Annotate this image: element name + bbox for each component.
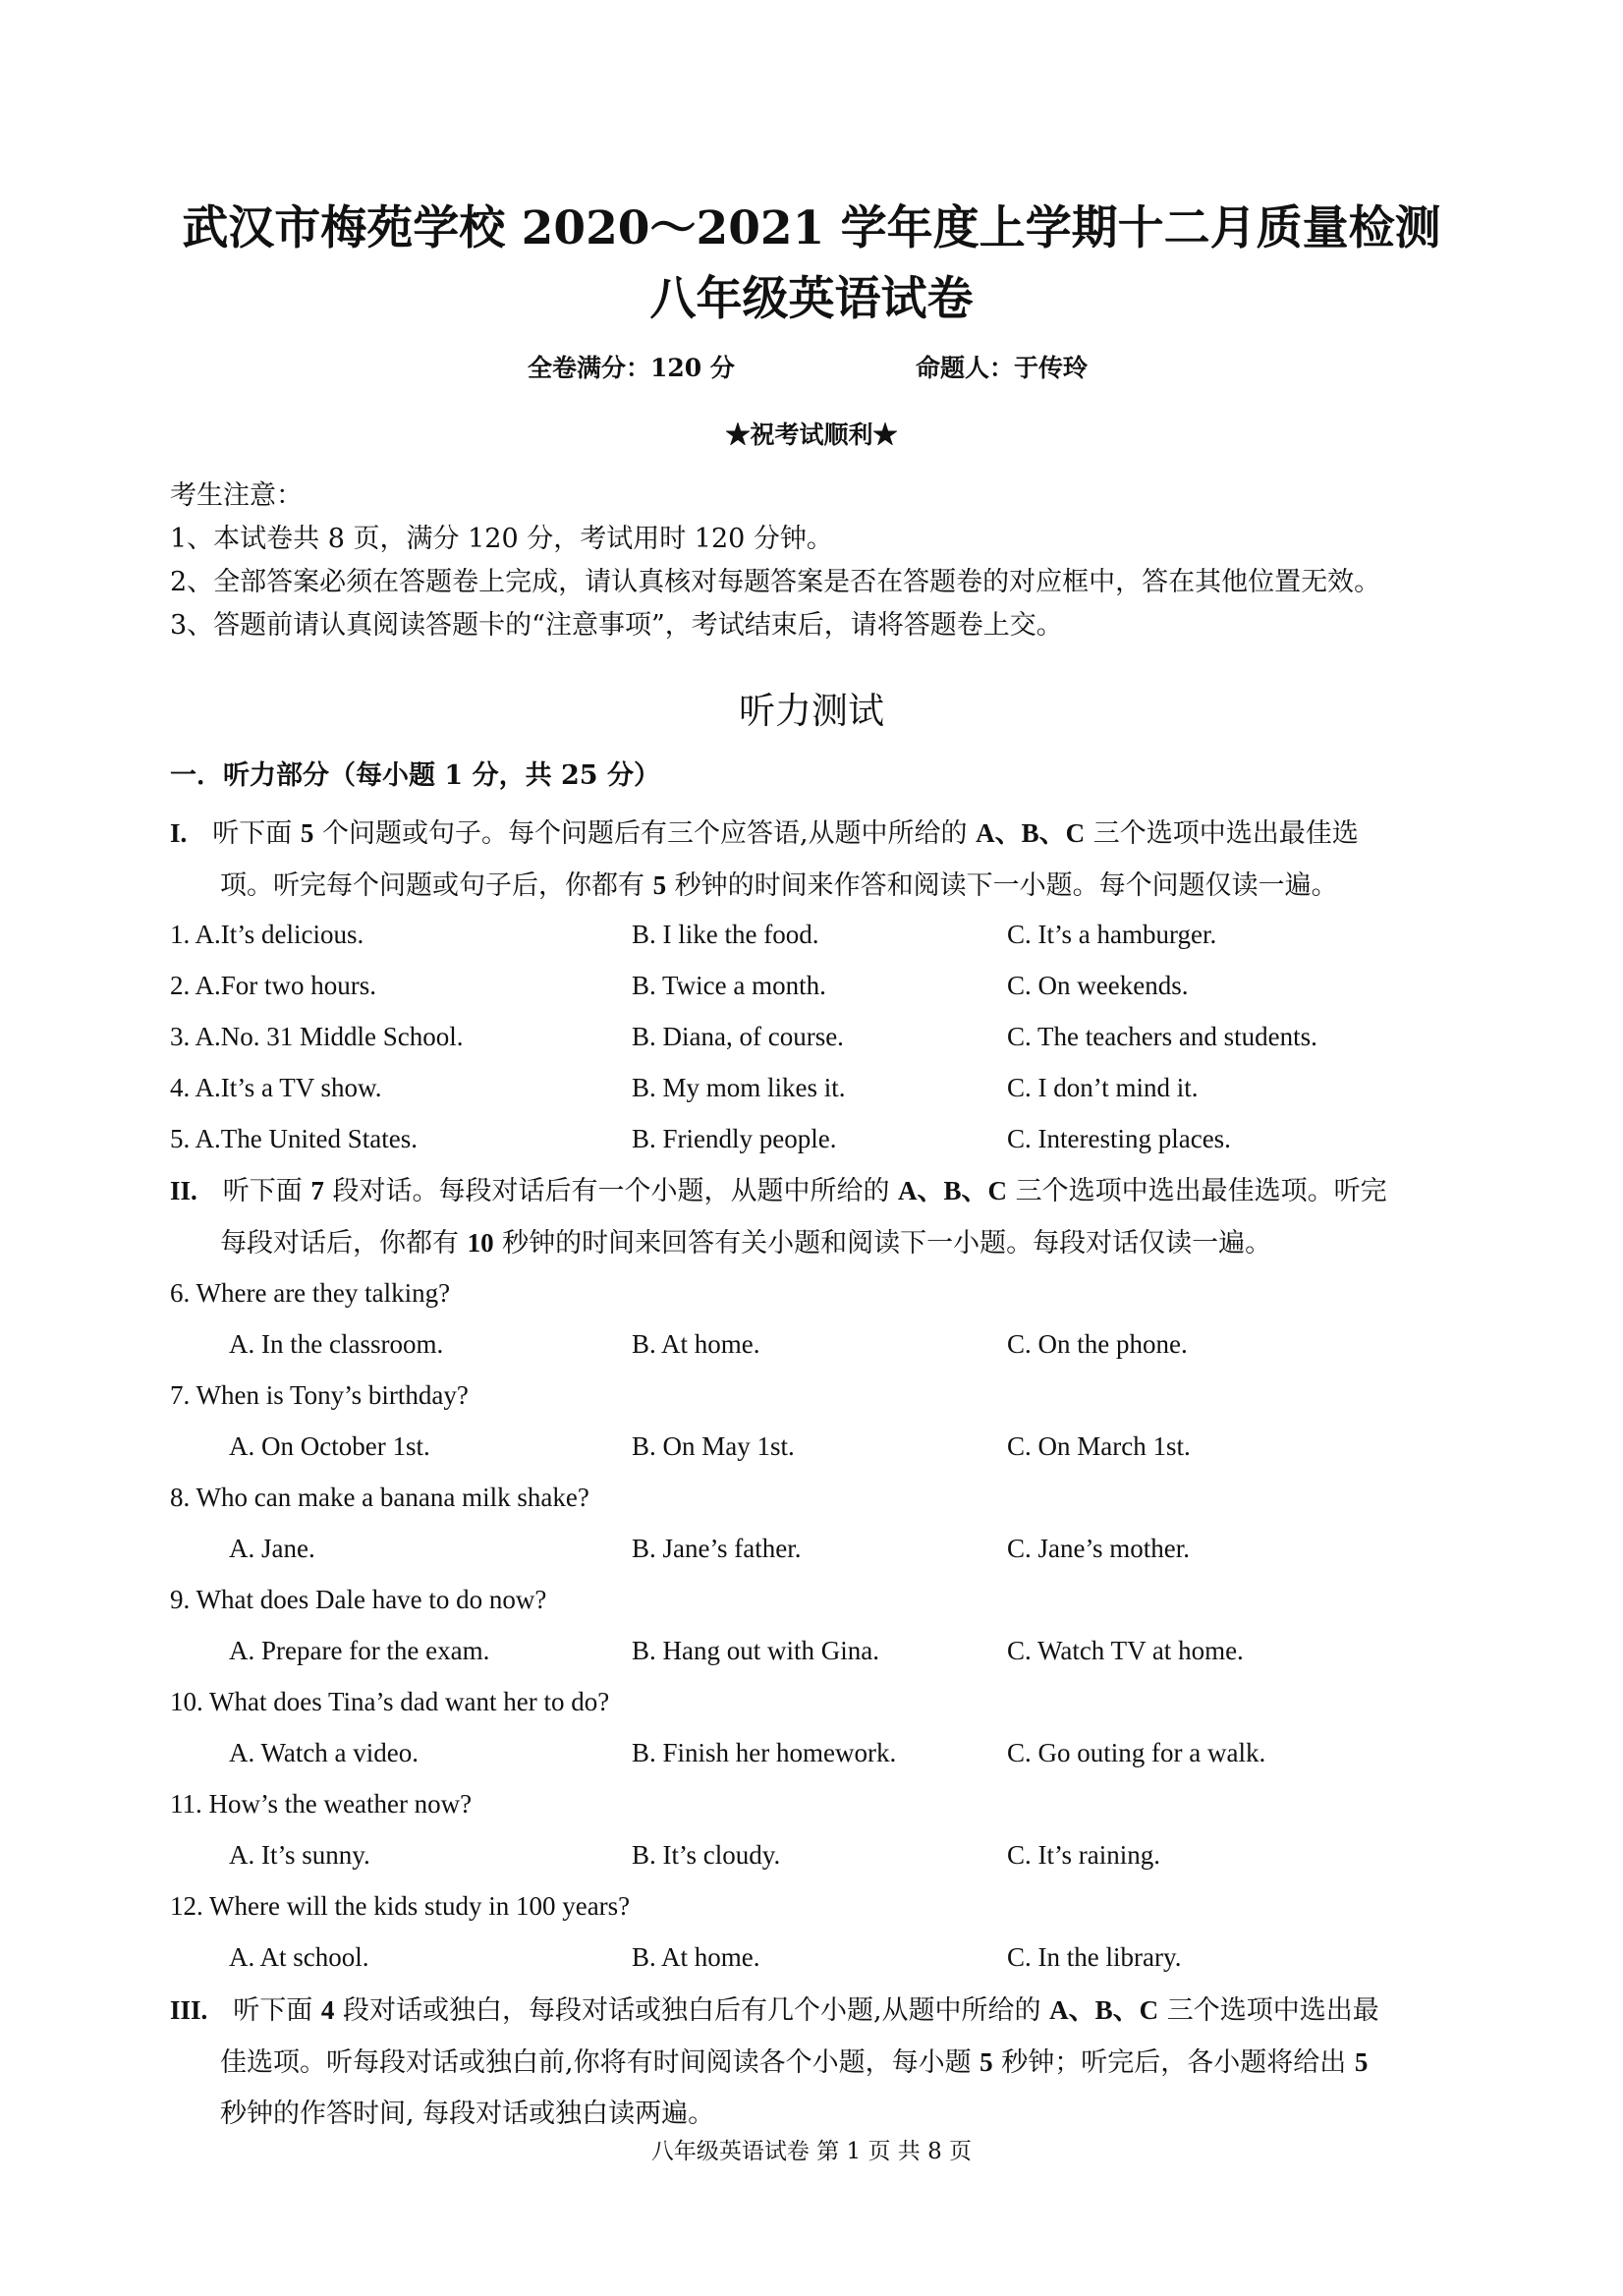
note-item: 1、本试卷共 8 页，满分 120 分，考试用时 120 分钟。 <box>170 524 833 554</box>
question-stem: 12. Where will the kids study in 100 years? <box>170 1891 631 1921</box>
instruction-2: II. 听下面 7 段对话。每段对话后有一个小题，从题中所给的 A、B、C 三个选项中选出最佳选项。听完 每段对话后，你都有 10 秒钟的时间来回答有关小题和阅读下一小题。每段对话仅读一遍。 <box>170 1176 1387 1259</box>
option-b: B. Hang out with Gina. <box>632 1636 879 1665</box>
option-b: B. At home. <box>632 1329 760 1359</box>
option-b: B. I like the food. <box>632 920 819 949</box>
option-a: 5. A.The United States. <box>170 1124 418 1153</box>
instruction-3: III. 听下面 4 段对话或独白，每段对话或独白后有几个小题,从题中所给的 A、B、C 三个选项中选出最 佳选项。听每段对话或独白前,你将有时间阅读各个小题，每小题 5 秒钟；听完后，各小题将给出 5 秒钟的作答时间, 每段对话或独白读两遍。 <box>170 1995 1379 2129</box>
question-stem: 9. What does Dale have to do now? <box>170 1585 547 1614</box>
page-footer: 八年级英语试卷 第 1 页 共 8 页 <box>650 2139 973 2164</box>
option-a: A. Prepare for the exam. <box>229 1636 490 1665</box>
question-stem: 8. Who can make a banana milk shake? <box>170 1483 589 1512</box>
section-title: 听力测试 <box>739 690 884 732</box>
full-score: 全卷满分：120 分 <box>528 354 735 382</box>
question-row <box>170 1529 1467 1568</box>
option-a: A. On October 1st. <box>229 1431 430 1461</box>
author: 命题人：于传玲 <box>916 354 1089 382</box>
option-b: B. Diana, of course. <box>632 1022 844 1051</box>
instruction-number: I. <box>170 818 188 848</box>
option-a: A. Jane. <box>229 1534 315 1563</box>
option-c: C. Watch TV at home. <box>1007 1636 1244 1665</box>
notes-heading: 考生注意： <box>170 480 303 511</box>
option-b: B. Jane’s father. <box>632 1534 802 1563</box>
option-a: A. It’s sunny. <box>229 1840 370 1870</box>
question-row <box>170 1427 1467 1466</box>
option-a: A. In the classroom. <box>229 1329 444 1359</box>
question-row <box>170 1017 1467 1056</box>
option-c: C. Go outing for a walk. <box>1007 1738 1266 1767</box>
option-a: 3. A.No. 31 Middle School. <box>170 1022 464 1051</box>
option-c: C. In the library. <box>1007 1942 1182 1972</box>
option-c: C. On the phone. <box>1007 1329 1188 1359</box>
instruction-number: II. <box>170 1176 197 1205</box>
exam-title-line2: 八年级英语试卷 <box>649 272 974 326</box>
question-row <box>170 915 1467 954</box>
good-luck-line: ★祝考试顺利★ <box>725 420 898 449</box>
question-row <box>170 1068 1467 1107</box>
option-c: C. On weekends. <box>1007 971 1189 1000</box>
option-c: C. The teachers and students. <box>1007 1022 1317 1051</box>
option-a: 2. A.For two hours. <box>170 971 377 1000</box>
question-stem: 6. Where are they talking? <box>170 1278 451 1308</box>
option-a: A. At school. <box>229 1942 369 1972</box>
question-stem: 10. What does Tina’s dad want her to do? <box>170 1687 610 1716</box>
option-b: B. At home. <box>632 1942 760 1972</box>
option-a: 4. A.It’s a TV show. <box>170 1073 382 1102</box>
question-row <box>170 1733 1467 1772</box>
question-stem: 7. When is Tony’s birthday? <box>170 1380 469 1410</box>
option-b: B. Friendly people. <box>632 1124 837 1153</box>
option-b: B. Finish her homework. <box>632 1738 897 1767</box>
instruction-number: III. <box>170 1995 208 2025</box>
option-c: C. Interesting places. <box>1007 1124 1231 1153</box>
question-row <box>170 1631 1467 1670</box>
note-item: 3、答题前请认真阅读答题卡的“注意事项”，考试结束后，请将答题卷上交。 <box>170 610 1063 641</box>
part-heading: 一．听力部分（每小题 1 分，共 25 分） <box>170 760 660 791</box>
exam-title-line1: 武汉市梅苑学校 2020～2021 学年度上学期十二月质量检测 <box>182 201 1441 255</box>
question-row <box>170 966 1467 1005</box>
note-item: 2、全部答案必须在答题卷上完成，请认真核对每题答案是否在答题卷的对应框中，答在其他位置无效。 <box>170 567 1381 597</box>
instruction-1: I. 听下面 5 个问题或句子。每个问题后有三个应答语,从题中所给的 A、B、C 三个选项中选出最佳选 项。听完每个问题或句子后，你都有 5 秒钟的时间来作答和阅读下一小题。每个问题仅读一遍。 <box>170 818 1359 901</box>
option-c: C. It’s raining. <box>1007 1840 1160 1870</box>
option-c: C. I don’t mind it. <box>1007 1073 1199 1102</box>
option-b: B. My mom likes it. <box>632 1073 846 1102</box>
option-b: B. On May 1st. <box>632 1431 795 1461</box>
option-a: A. Watch a video. <box>229 1738 420 1767</box>
option-c: C. On March 1st. <box>1007 1431 1191 1461</box>
option-c: C. Jane’s mother. <box>1007 1534 1190 1563</box>
question-row <box>170 1324 1467 1364</box>
question-row <box>170 1937 1467 1977</box>
option-a: 1. A.It’s delicious. <box>170 920 364 949</box>
option-b: B. It’s cloudy. <box>632 1840 781 1870</box>
option-c: C. It’s a hamburger. <box>1007 920 1217 949</box>
option-b: B. Twice a month. <box>632 971 826 1000</box>
question-row <box>170 1119 1467 1158</box>
question-row <box>170 1835 1467 1875</box>
question-stem: 11. How’s the weather now? <box>170 1789 473 1819</box>
